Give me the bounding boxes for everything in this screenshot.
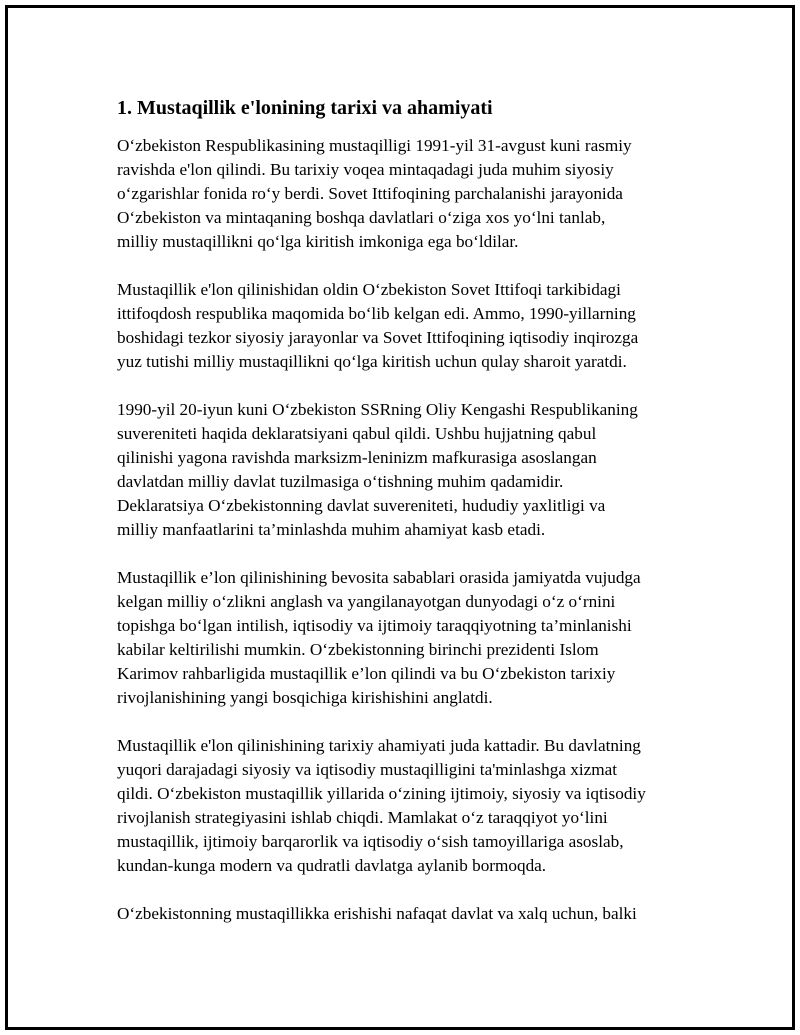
document-body (117, 96, 687, 926)
paragraph-line: O‘zbekiston va mintaqaning boshqa davlatlari o‘ziga xos yo‘lni tanlab, (117, 208, 606, 227)
paragraph (117, 398, 687, 542)
paragraph-line: kelgan milliy o‘zlikni anglash va yangilanayotgan dunyodagi o‘z o‘rnini (117, 592, 616, 611)
paragraph-line: suvereniteti haqida deklaratsiyani qabul qildi. Ushbu hujjatning qabul (117, 424, 597, 443)
paragraph-line: Karimov rahbarligida mustaqillik e’lon qilindi va bu O‘zbekiston tarixiy (117, 664, 616, 683)
paragraph-line: O‘zbekistonning mustaqillikka erishishi nafaqat davlat va xalq uchun, balki (117, 904, 637, 923)
paragraph-line: milliy mustaqillikni qo‘lga kiritish imkoniga ega bo‘ldilar. (117, 232, 519, 251)
paragraph (117, 734, 687, 878)
paragraph-line: yuqori darajadagi siyosiy va iqtisodiy mustaqilligini ta'minlashga xizmat (117, 760, 618, 779)
paragraph (117, 134, 687, 254)
paragraph-line: rivojlanish strategiyasini ishlab chiqdi. Mamlakat o‘z taraqqiyot yo‘lini (117, 808, 608, 827)
paragraph-line: Mustaqillik e'lon qilinishidan oldin O‘zbekiston Sovet Ittifoqi tarkibidagi (117, 280, 621, 299)
paragraph-line: milliy manfaatlarini ta’minlashda muhim ahamiyat kasb etadi. (117, 520, 546, 539)
paragraph-line: boshidagi tezkor siyosiy jarayonlar va Sovet Ittifoqining iqtisodiy inqirozga (117, 328, 639, 347)
section-heading: 1. Mustaqillik e'lonining tarixi va ahamiyati (117, 97, 493, 119)
paragraph-line: kabilar keltirilishi mumkin. O‘zbekistonning birinchi prezidenti Islom (117, 640, 599, 659)
paragraph-line: mustaqillik, ijtimoiy barqarorlik va iqtisodiy o‘sish tamoyillariga asoslab, (117, 832, 624, 851)
paragraph-line: qilinishi yagona ravishda marksizm-leninizm mafkurasiga asoslangan (117, 448, 597, 467)
paragraph-line: yuz tutishi milliy mustaqillikni qo‘lga kiritish uchun qulay sharoit yaratdi. (117, 352, 627, 371)
paragraph-line: Mustaqillik e’lon qilinishining bevosita sabablari orasida jamiyatda vujudga (117, 568, 641, 587)
paragraph-line: qildi. O‘zbekiston mustaqillik yillarida o‘zining ijtimoiy, siyosiy va iqtisodiy (117, 784, 646, 803)
paragraph-list (117, 134, 687, 926)
paragraph-line: o‘zgarishlar fonida ro‘y berdi. Sovet Ittifoqining parchalanishi jarayonida (117, 184, 623, 203)
paragraph-line: 1990-yil 20-iyun kuni O‘zbekiston SSRning Oliy Kengashi Respublikaning (117, 400, 638, 419)
paragraph-line: O‘zbekiston Respublikasining mustaqilligi 1991-yil 31-avgust kuni rasmiy (117, 136, 632, 155)
paragraph (117, 278, 687, 374)
paragraph-line: Deklaratsiya O‘zbekistonning davlat suvereniteti, hududiy yaxlitligi va (117, 496, 606, 515)
paragraph-line: Mustaqillik e'lon qilinishining tarixiy ahamiyati juda kattadir. Bu davlatning (117, 736, 641, 755)
paragraph (117, 902, 687, 926)
paragraph-line: ravishda e'lon qilindi. Bu tarixiy voqea mintaqadagi juda muhim siyosiy (117, 160, 614, 179)
paragraph-line: rivojlanishining yangi bosqichiga kirishishini anglatdi. (117, 688, 493, 707)
paragraph-line: topishga bo‘lgan intilish, iqtisodiy va ijtimoiy taraqqiyotning ta’minlanishi (117, 616, 632, 635)
paragraph-line: ittifoqdosh respublika maqomida bo‘lib kelgan edi. Ammo, 1990-yillarning (117, 304, 636, 323)
paragraph-line: kundan-kunga modern va qudratli davlatga aylanib bormoqda. (117, 856, 547, 875)
paragraph-line: davlatdan milliy davlat tuzilmasiga o‘tishning muhim qadamidir. (117, 472, 564, 491)
paragraph (117, 566, 687, 710)
